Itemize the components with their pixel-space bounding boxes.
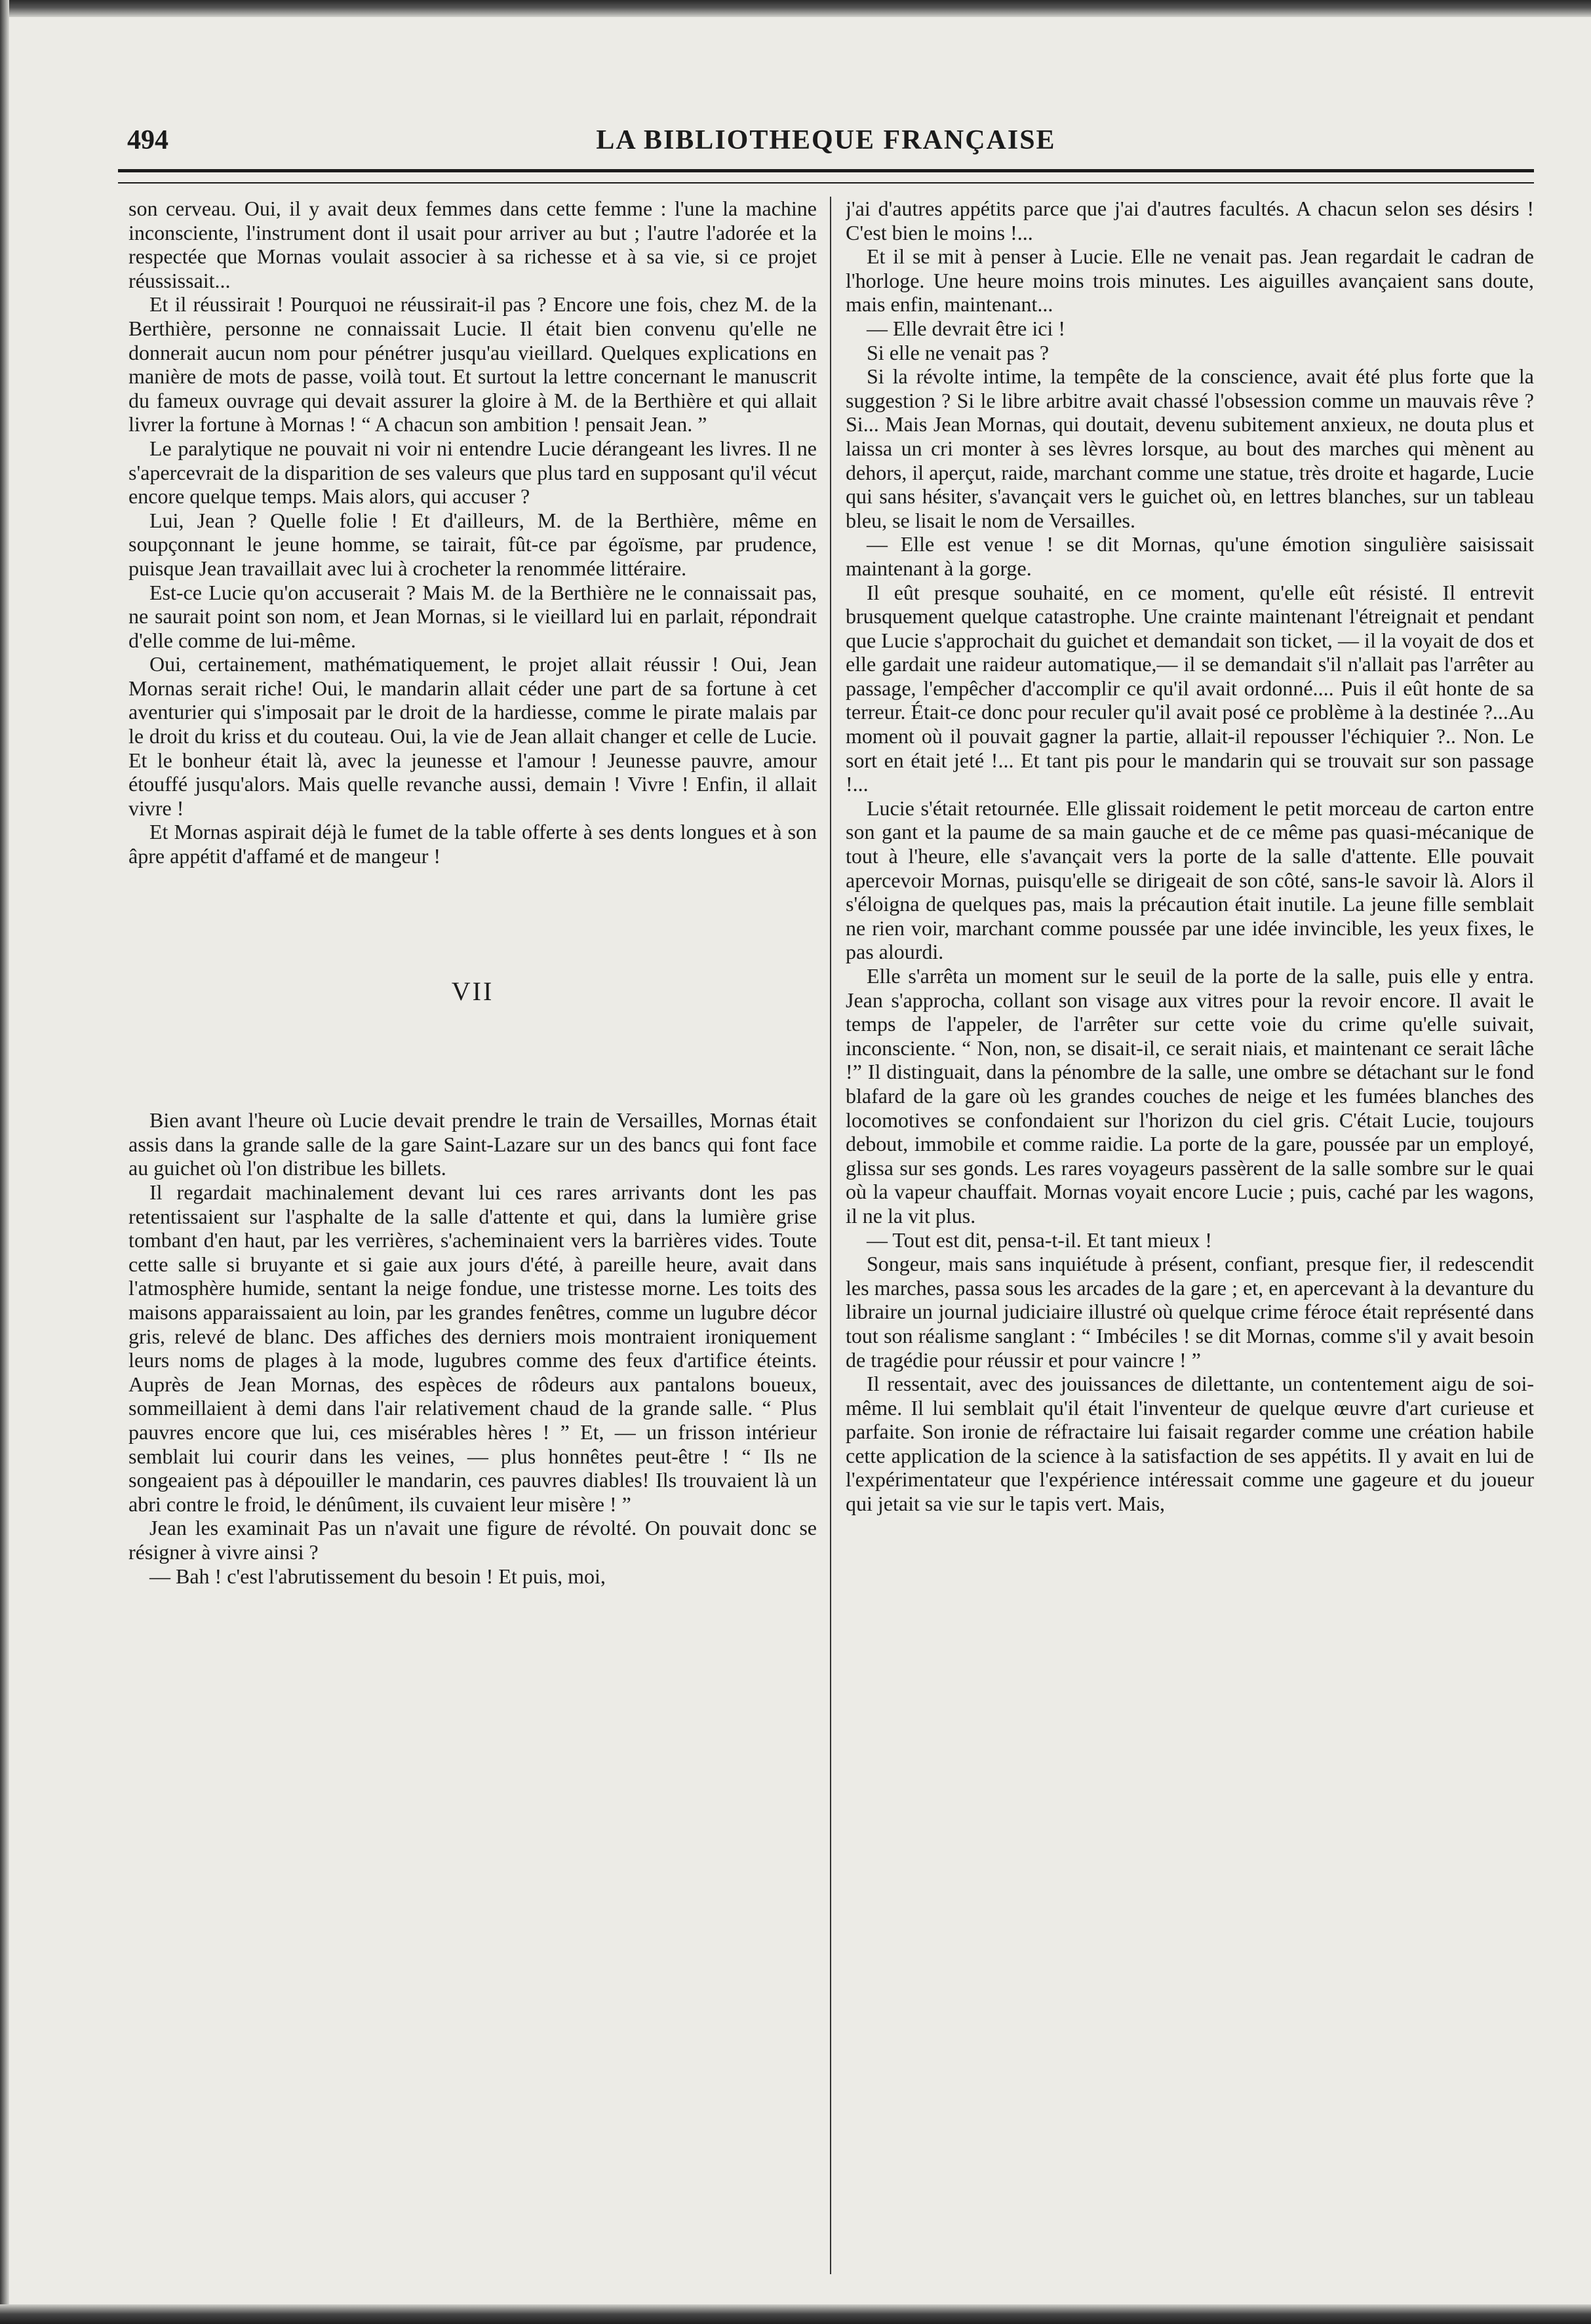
paragraph: Jean les examinait Pas un n'avait une figure de révolté. On pouvait donc se résigner à vivre ainsi ? bbox=[128, 1516, 817, 1564]
paragraph: Il regardait machinalement devant lui ces rares arrivants dont les pas retentissaient sur l'asphalte de la salle d'attente et qui, dans la lumière grise tombant d'en haut, par les verrières, s'acheminaient vers la barrières vides. Toute cette salle si bruyante et si gaie aux jours d'été, à pareille heure, avait dans l'atmosphère humide, sentant la neige fondue, une tristesse morne. Les toits des maisons apparaissaient au loin, par les grandes fenêtres, comme un lugubre décor gris, relevé de blanc. Des affiches des derniers mois montraient ironiquement leurs noms de plages à la mode, lugubres comme des feux d'artifice éteints. Auprès de Jean Mornas, des espèces de rôdeurs aux pantalons boueux, sommeillaient à demi dans l'air relativement chaud de la grande salle. “ Plus pauvres encore que lui, ces misérables hères ! ” Et, — un frisson intérieur semblait lui courir dans les veines, — plus honnêtes peut-être ! “ Ils ne songeaient pas à dépouiller le mandarin, ces pauvres diables! Ils trouvaient là un abri contre le froid, le dénûment, ils cuvaient leur misère ! ” bbox=[128, 1180, 817, 1516]
paragraph: Elle s'arrêta un moment sur le seuil de la porte de la salle, puis elle y entra. Jean s'approcha, collant son visage aux vitres pour la revoir encore. Il avait le temps de l'appeler, de l'arrêter sur cette voie du crime qu'elle suivait, inconsciente. “ Non, non, se disait-il, ce serait niais, et maintenant ce serait lâche !” Il distinguait, dans la pénombre de la salle, une ombre se détachant sur le fond blafard de la gare où les grandes couches de neige et les fumées blanches des locomotives se confondaient sur l'horizon du ciel gris. C'était Lucie, toujours debout, immobile et comme raidie. La porte de la gare, poussée par un employé, glissa sur ses gonds. Les rares voyageurs passèrent de la salle sombre sur le quai où la vapeur chauffait. Mornas voyait encore Lucie ; puis, caché par les wagons, il ne la vit plus. bbox=[846, 964, 1534, 1228]
page-number: 494 bbox=[127, 125, 168, 155]
paragraph: — Tout est dit, pensa-t-il. Et tant mieux ! bbox=[867, 1228, 1212, 1252]
paragraph: Lui, Jean ? Quelle folie ! Et d'ailleurs, M. de la Berthière, même en soupçonnant le jeune homme, se tairait, fût-ce par égoïsme, par prudence, puisque Jean travaillait avec lui à crocheter la renommée littéraire. bbox=[128, 508, 817, 580]
paragraph: Bien avant l'heure où Lucie devait prendre le train de Versailles, Mornas était assis dans la grande salle de la gare Saint-Lazare sur un des bancs qui font face au guichet où l'on distribue les billets. bbox=[128, 1108, 817, 1180]
scan-edge-bottom bbox=[0, 2304, 1591, 2324]
paragraph: Lucie s'était retournée. Elle glissait roidement le petit morceau de carton entre son gant et la paume de sa main gauche et de ce même pas quasi-mécanique de tout à l'heure, elle s'avançait vers la porte de la salle d'attente. Elle pouvait apercevoir Mornas, puisqu'elle se dirigeait de son côté, sans-le savoir là. Alors il s'éloigna de quelques pas, mais la précaution était inutile. La jeune fille semblait ne rien voir, marchant comme poussée par une idée invincible, les yeux fixes, le pas alourdi. bbox=[846, 796, 1534, 964]
column-divider bbox=[830, 197, 831, 2274]
paragraph: Et il se mit à penser à Lucie. Elle ne venait pas. Jean regardait le cadran de l'horloge. Une heure moins trois minutes. Les aiguilles avançaient sans doute, mais enfin, maintenant... bbox=[846, 244, 1534, 317]
paragraph: Il ressentait, avec des jouissances de dilettante, un contentement aigu de soi-même. Il lui semblait qu'il était l'inventeur de quelque œuvre d'art curieuse et parfaite. Son ironie de réfractaire lui faisait regarder comme une création habile cette application de la science à la satisfaction de ses appétits. Il y avait en lui de l'expérimentateur que l'expérience intéressait comme une gageure et du joueur qui jetait sa vie sur le tapis vert. Mais, bbox=[846, 1372, 1534, 1516]
paragraph: Songeur, mais sans inquiétude à présent, confiant, presque fier, il redescendit les marches, passa sous les arcades de la gare ; et, en apercevant à la devanture du libraire un journal judiciaire illustré où quelque crime féroce était représenté dans tout son réalisme sanglant : “ Imbéciles ! se dit Mornas, comme s'il y avait besoin de tragédie pour réussir et pour vaincre ! ” bbox=[846, 1252, 1534, 1372]
paragraph: Est-ce Lucie qu'on accuserait ? Mais M. de la Berthière ne le connaissait pas, ne saurait point son nom, et Jean Mornas, si le vieillard lui en parlait, répondrait d'elle comme de lui-même. bbox=[128, 580, 817, 652]
header-rule-thin bbox=[118, 182, 1534, 184]
paragraph: — Elle devrait être ici ! bbox=[867, 316, 1065, 340]
header-rule bbox=[118, 169, 1534, 172]
paragraph: — Elle est venue ! se dit Mornas, qu'une émotion singulière saisissait maintenant à la gorge. bbox=[846, 532, 1534, 580]
paragraph: Si la révolte intime, la tempête de la conscience, avait été plus forte que la suggestion ? Si le libre arbitre avait chassé l'obsession comme un mauvais rêve ? Si... Mais Jean Mornas, qui doutait, devenu subitement anxieux, ne douta plus et laissa un cri monter à ses lèvres lorsque, au bout des marches qui mènent au dehors, il aperçut, raide, marchant comme une statue, très droite et hagarde, Lucie qui sans hésiter, s'avançait vers le guichet où, en lettres blanches, sur un tableau bleu, se lisait le nom de Versailles. bbox=[846, 364, 1534, 532]
book-page bbox=[118, 98, 1534, 2281]
paragraph: Oui, certainement, mathématiquement, le projet allait réussir ! Oui, Jean Mornas serait riche! Oui, le mandarin allait céder une part de sa fortune à cet aventurier qui s'imposait par le droit de la hardiesse, comme le pirate malais par le droit du kriss et du couteau. Oui, la vie de Jean allait changer et celle de Lucie. Et le bonheur était là, avec la jeunesse et l'amour ! Jeunesse pauvre, amour étouffé jusqu'alors. Mais quelle revanche aussi, demain ! Vivre ! Enfin, il allait vivre ! bbox=[128, 652, 817, 820]
paragraph: Il eût presque souhaité, en ce moment, qu'elle eût résisté. Il entrevit brusquement quelque catastrophe. Une crainte maintenant l'étreignait et pendant que Lucie s'approchait du guichet et demandait son ticket, — il la voyait de dos et elle gardait une raideur automatique,— il se demandait s'il n'allait pas l'arrêter au passage, l'empêcher d'accomplir ce qu'il avait ordonné.... Puis il eût honte de sa terreur. Était-ce donc pour reculer qu'il avait posé ce problème à la destinée ?...Au moment où il pouvait gagner la partie, allait-il repousser l'échiquier ?.. Non. Le sort en était jeté !... Et tant pis pour le mandarin qui se trouvait sur son passage !... bbox=[846, 580, 1534, 796]
paragraph: Et Mornas aspirait déjà le fumet de la table offerte à ses dents longues et à son âpre appétit d'affamé et de mangeur ! bbox=[128, 820, 817, 868]
paragraph: Et il réussirait ! Pourquoi ne réussirait-il pas ? Encore une fois, chez M. de la Berthière, personne ne connaissait Lucie. Il était bien convenu qu'elle ne donnerait aucun nom pour pénétrer jusqu'au vieillard. Quelques explications en manière de mots de passe, voilà tout. Et surtout la lettre concernant le manuscrit du fameux ouvrage qui devait assurer la gloire à M. de la Berthière et qui allait livrer la fortune à Mornas ! “ A chacun son ambition ! pensait Jean. ” bbox=[128, 292, 817, 436]
scan-edge-top bbox=[0, 0, 1591, 17]
scan-edge-left bbox=[0, 0, 9, 2324]
chapter-heading: VII bbox=[451, 976, 494, 1006]
paragraph: Le paralytique ne pouvait ni voir ni entendre Lucie dérangeant les livres. Il ne s'apercevrait de la disparition de ses valeurs que plus tard en supposant qu'il vécut encore quelque temps. Mais alors, qui accuser ? bbox=[128, 436, 817, 509]
right-column bbox=[846, 197, 1534, 2274]
running-title: LA BIBLIOTHEQUE FRANÇAISE bbox=[596, 125, 1056, 155]
page-header bbox=[118, 125, 1534, 164]
paragraph: — Bah ! c'est l'abrutissement du besoin ! Et puis, moi, bbox=[149, 1564, 606, 1588]
left-column bbox=[128, 197, 817, 2274]
paragraph: j'ai d'autres appétits parce que j'ai d'autres facultés. A chacun selon ses désirs ! C'est bien le moins !... bbox=[846, 197, 1534, 244]
paragraph: son cerveau. Oui, il y avait deux femmes dans cette femme : l'une la machine inconsciente, l'instrument dont il usait pour arriver au but ; l'autre l'adorée et la respectée que Mornas voulait associer à sa richesse et à sa vie, si ce projet réussissait... bbox=[128, 197, 817, 292]
paragraph: Si elle ne venait pas ? bbox=[867, 340, 1050, 364]
